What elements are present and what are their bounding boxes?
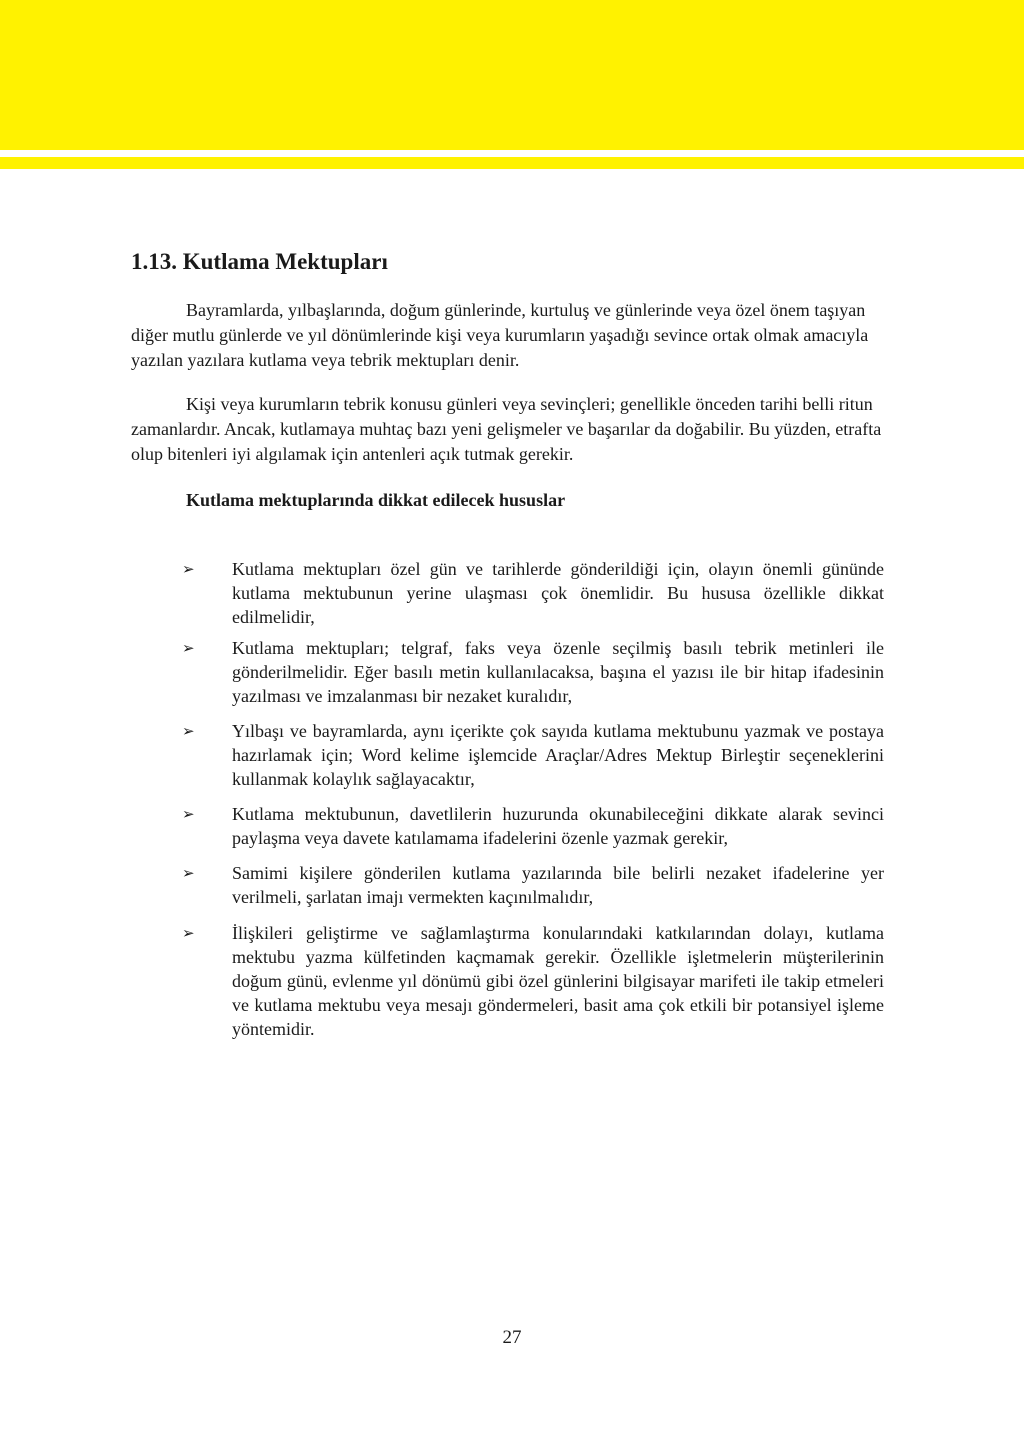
intro-paragraph-1: Bayramlarda, yılbaşlarında, doğum günlerinde, kurtuluş ve günlerinde veya özel önem taşıyan diğer mutlu günlerde ve yıl dönümlerinde kişi veya kurumların yaşadığı sevince ortak olmak amacıyla yazılan yazılara kutlama veya tebrik mektupları denir. (131, 300, 869, 370)
bullet-text: Kutlama mektupları özel gün ve tarihlerde gönderildiği için, olayın önemli gününde kutlama mektubunun yerine ulaşması çok önemlidir. Bu hususa özellikle dikkat edilmelidir, (232, 559, 884, 627)
arrow-bullet-icon: ➢ (182, 864, 195, 882)
header-yellow-stripe (0, 157, 1024, 169)
arrow-bullet-icon: ➢ (182, 722, 195, 740)
arrow-bullet-icon: ➢ (182, 639, 195, 657)
arrow-bullet-icon: ➢ (182, 924, 195, 942)
bullet-text: Yılbaşı ve bayramlarda, aynı içerikte çok sayıda kutlama mektubunu yazmak ve postaya hazırlamak için; Word kelime işlemcide Araçlar/Adres Mektup Birleştir seçeneklerini kullanmak kolaylık sağlayacaktır, (232, 721, 884, 789)
bullet-text: Kutlama mektubunun, davetlilerin huzurunda okunabileceğini dikkate alarak sevinci paylaşma veya davete katılamama ifadelerini özenle yazmak gerekir, (232, 804, 884, 848)
arrow-bullet-icon: ➢ (182, 805, 195, 823)
bullet-text: İlişkileri geliştirme ve sağlamlaştırma konularındaki katkılarından dolayı, kutlama mektubu yazma külfetinden kaçmamak gerekir. Özellikle işletmelerin müşterilerinin doğum günü, evlenme yıl dönümü gibi özel günlerini bilgisayar marifeti ile takip etmeleri ve kutlama mektubu veya mesajı göndermeleri, basit ama çok etkili bir potansiyel işleme yöntemidir. (232, 923, 884, 1039)
arrow-bullet-icon: ➢ (182, 560, 195, 578)
bullet-text: Samimi kişilere gönderilen kutlama yazılarında bile belirli nezaket ifadelerine yer verilmeli, şarlatan imajı vermekten kaçınılmalıdır, (232, 863, 884, 907)
subheading: Kutlama mektuplarında dikkat edilecek hususlar (186, 490, 566, 510)
page-number: 27 (502, 1327, 522, 1348)
header-yellow-band (0, 0, 1024, 150)
section-title: 1.13. Kutlama Mektupları (131, 249, 388, 274)
intro-paragraph-2: Kişi veya kurumların tebrik konusu günleri veya sevinçleri; genellikle önceden tarihi belli ritun zamanlardır. Ancak, kutlamaya muhtaç bazı yeni gelişmeler ve başarılar da doğabilir. Bu yüzden, etrafta olup bitenleri iyi algılamak için antenleri açık tutmak gerekir. (131, 394, 882, 464)
bullet-text: Kutlama mektupları; telgraf, faks veya özenle seçilmiş basılı tebrik metinleri ile gönderilmelidir. Eğer basılı metin kullanılacaksa, başına el yazısı ile bir hitap ifadesinin yazılması ve imzalanması bir nezaket kuralıdır, (232, 638, 884, 706)
